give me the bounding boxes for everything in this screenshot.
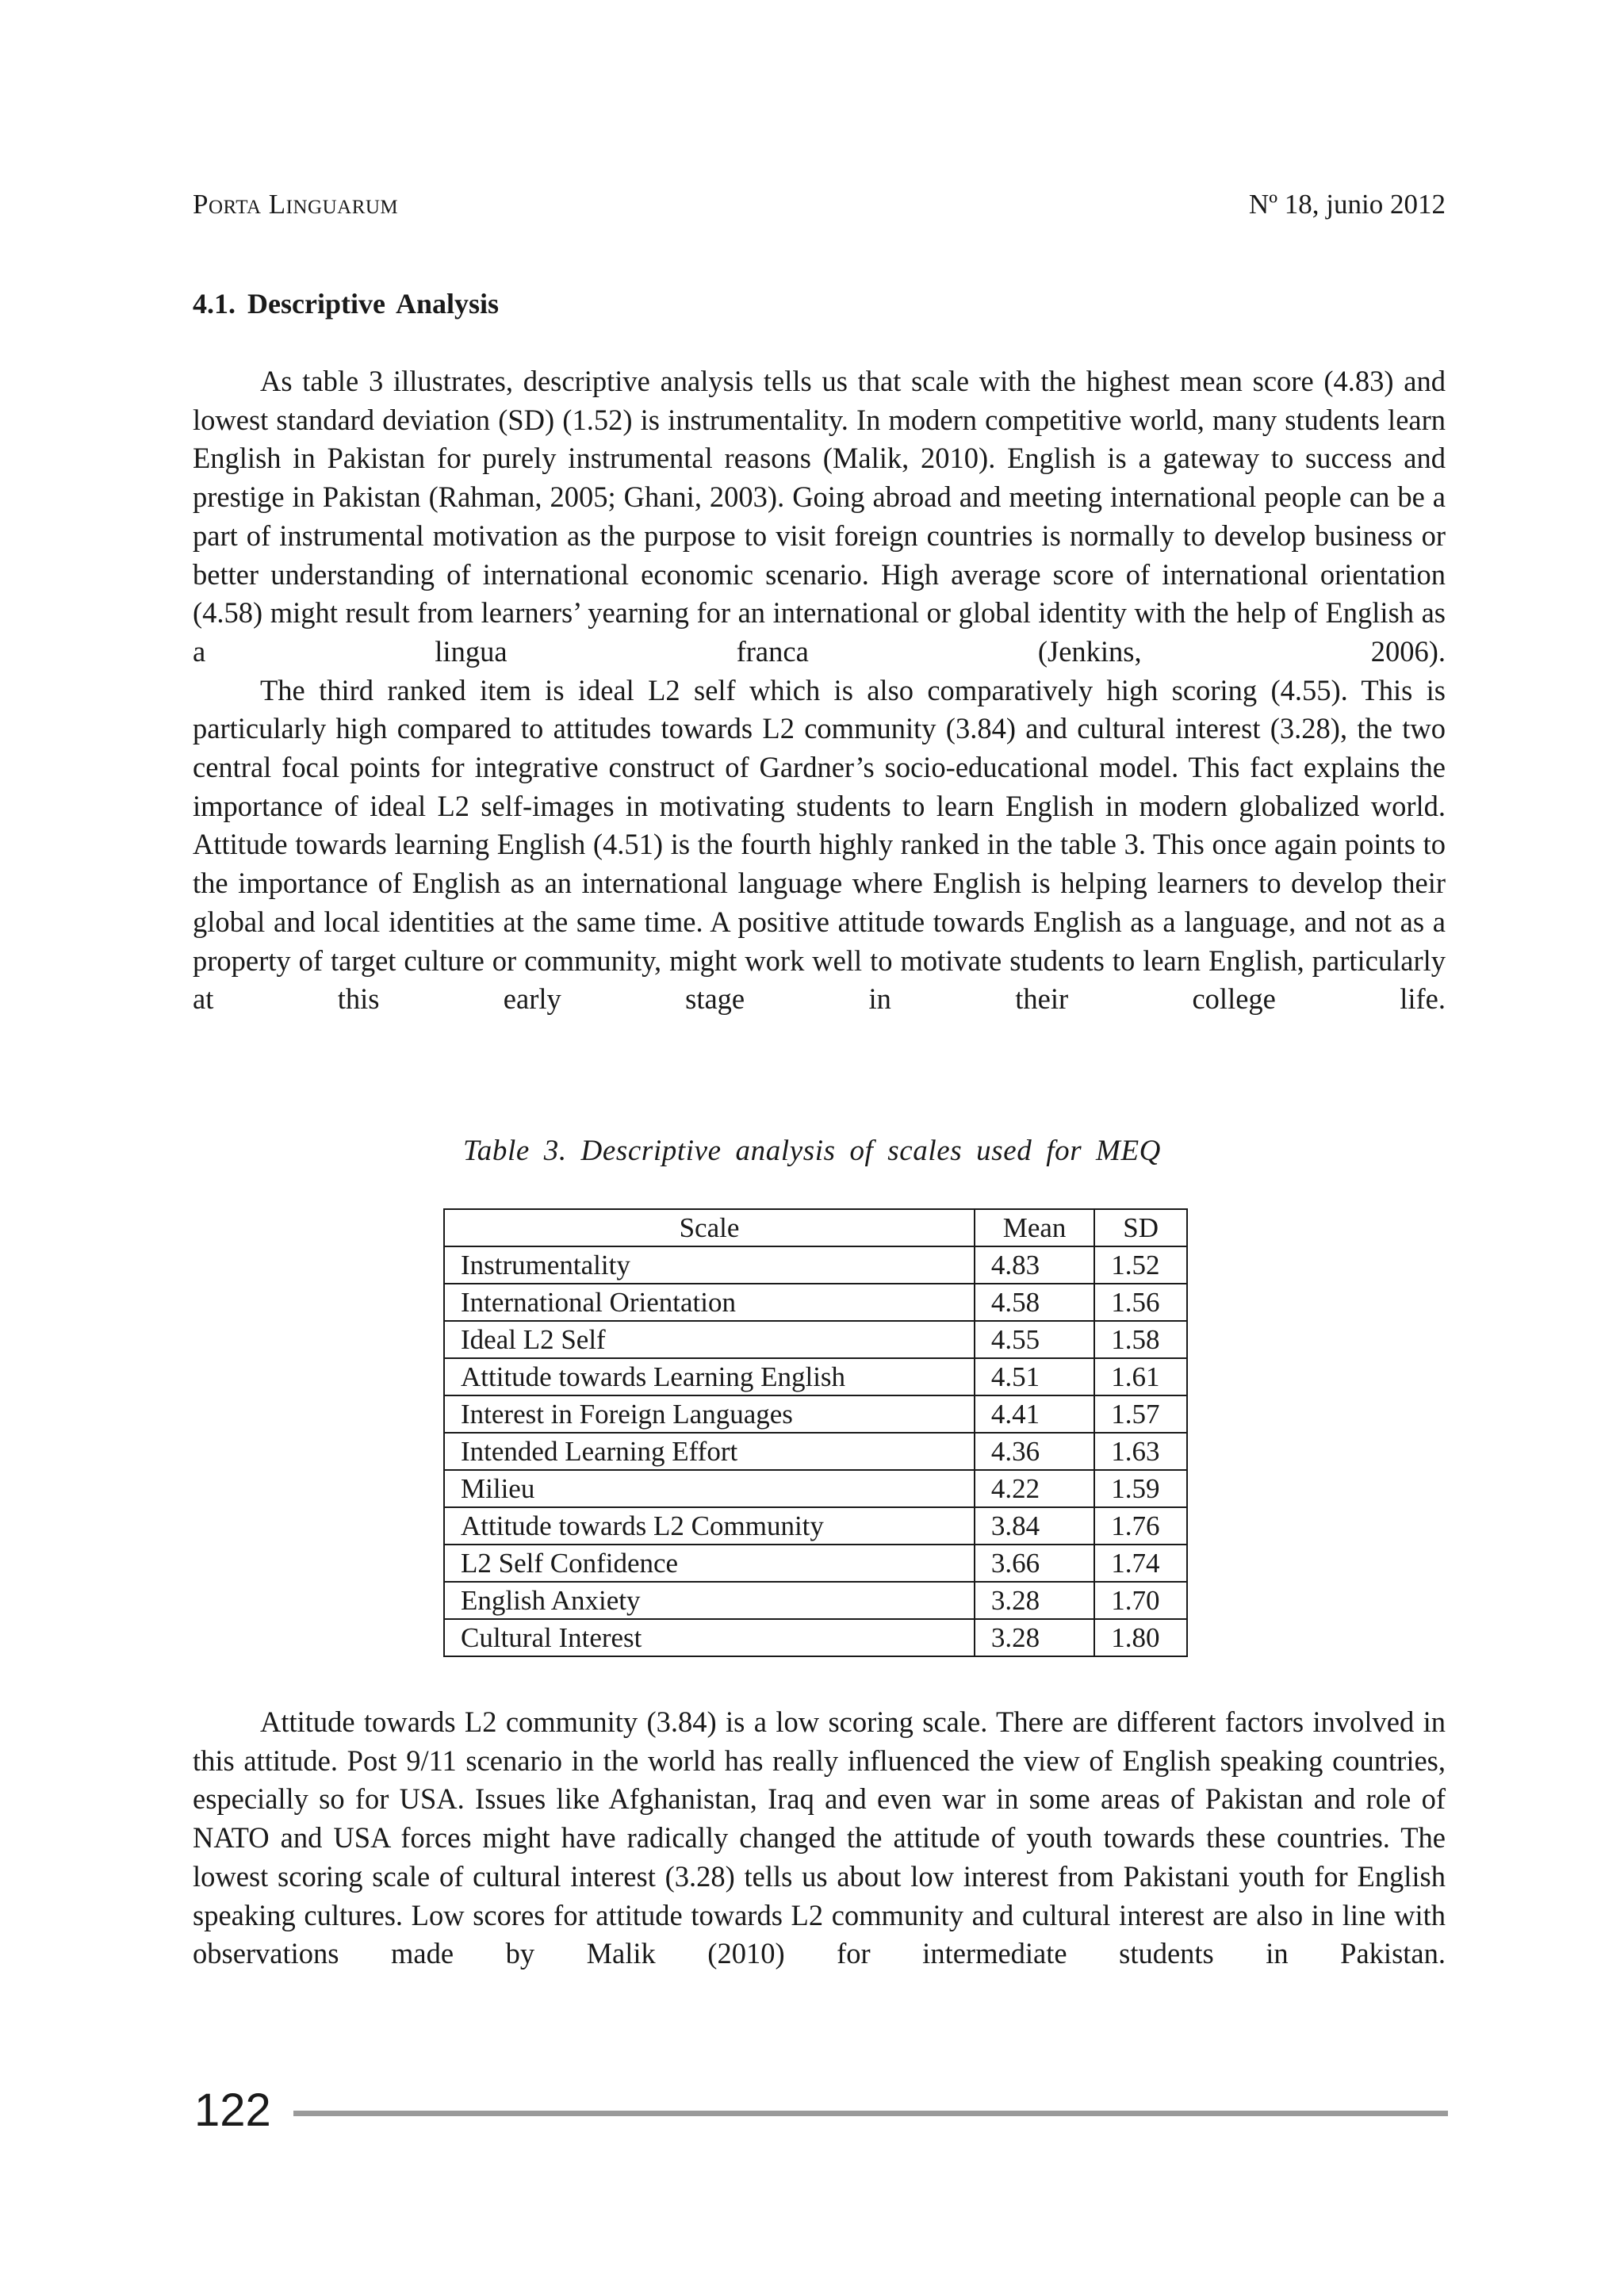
mean-cell: 4.41 bbox=[975, 1395, 1094, 1433]
mean-cell: 4.36 bbox=[975, 1433, 1094, 1470]
mean-cell: 4.22 bbox=[975, 1470, 1094, 1507]
footer-rule bbox=[293, 2111, 1448, 2116]
sd-cell: 1.76 bbox=[1094, 1507, 1187, 1545]
column-header-sd: SD bbox=[1094, 1209, 1187, 1246]
table-row bbox=[444, 1284, 1187, 1321]
table-row bbox=[444, 1358, 1187, 1395]
table-caption: Table 3. Descriptive analysis of scales used for MEQ bbox=[462, 1135, 1161, 1167]
sd-cell: 1.80 bbox=[1094, 1619, 1187, 1656]
mean-cell: 4.55 bbox=[975, 1321, 1094, 1358]
sd-cell: 1.58 bbox=[1094, 1321, 1187, 1358]
sd-cell: 1.56 bbox=[1094, 1284, 1187, 1321]
table-row bbox=[444, 1470, 1187, 1507]
scale-cell: Milieu bbox=[444, 1470, 975, 1507]
table-row bbox=[444, 1582, 1187, 1619]
scale-cell: Intended Learning Effort bbox=[444, 1433, 975, 1470]
scale-cell: Cultural Interest bbox=[444, 1619, 975, 1656]
sd-cell: 1.57 bbox=[1094, 1395, 1187, 1433]
column-header-mean: Mean bbox=[975, 1209, 1094, 1246]
mean-cell: 4.51 bbox=[975, 1358, 1094, 1395]
descriptive-table bbox=[443, 1208, 1188, 1657]
scale-cell: Instrumentality bbox=[444, 1246, 975, 1284]
sd-cell: 1.61 bbox=[1094, 1358, 1187, 1395]
journal-name: Porta Linguarum bbox=[193, 189, 399, 220]
scale-cell: Interest in Foreign Languages bbox=[444, 1395, 975, 1433]
scale-cell: English Anxiety bbox=[444, 1582, 975, 1619]
paragraph: The third ranked item is ideal L2 self which is also comparatively high scoring (4.55). This is particularly high compared to attitudes towards L2 community (3.84) and cultural interest (3.28), the two central focal points for integrative construct of Gardner’s socio-educational model. This fact explains the importance of ideal L2 self-images in motivating students to learn English in modern globalized world. Attitude towards learning English (4.51) is the fourth highly ranked in the table 3. This once again points to the importance of English as an international language where English is helping learners to develop their global and local identities at the same time. A positive attitude towards English as a language, and not as a property of target culture or community, might work well to motivate students to learn English, particularly at this early stage in their college life. bbox=[193, 673, 1446, 1016]
running-header bbox=[193, 189, 1446, 228]
page-number: 122 bbox=[194, 2084, 271, 2136]
scale-cell: L2 Self Confidence bbox=[444, 1545, 975, 1582]
table-row bbox=[444, 1246, 1187, 1284]
section-heading: 4.1. Descriptive Analysis bbox=[193, 288, 499, 320]
scale-cell: Attitude towards L2 Community bbox=[444, 1507, 975, 1545]
body-text-bottom bbox=[193, 1703, 1446, 1973]
table-row bbox=[444, 1619, 1187, 1656]
mean-cell: 4.58 bbox=[975, 1284, 1094, 1321]
paragraph: Attitude towards L2 community (3.84) is a low scoring scale. There are different factors involved in this attitude. Post 9/11 scenario in the world has really influenced the view of English speaking countries, especially so for USA. Issues like Afghanistan, Iraq and even war in some areas of Pakistan and role of NATO and USA forces might have radically changed the attitude of youth towards these countries. The lowest scoring scale of cultural interest (3.28) tells us about low interest from Pakistani youth for English speaking cultures. Low scores for attitude towards L2 community and cultural interest are also in line with observations made by Malik (2010) for intermediate students in Pakistan. bbox=[193, 1705, 1446, 1970]
mean-cell: 3.84 bbox=[975, 1507, 1094, 1545]
body-text-top bbox=[193, 362, 1446, 1019]
table-row bbox=[444, 1395, 1187, 1433]
paragraph: As table 3 illustrates, descriptive analysis tells us that scale with the highest mean score (4.83) and lowest standard deviation (SD) (1.52) is instrumentality. In modern competitive world, many students learn English in Pakistan for purely instrumental reasons (Malik, 2010). English is a gateway to success and prestige in Pakistan (Rahman, 2005; Ghani, 2003). Going abroad and meeting international people can be a part of instrumental motivation as the purpose to visit foreign countries is normally to develop business or better understanding of international economic scenario. High average score of international orientation (4.58) might result from learners’ yearning for an international or global identity with the help of English as a lingua franca (Jenkins, 2006). bbox=[193, 365, 1446, 668]
mean-cell: 4.83 bbox=[975, 1246, 1094, 1284]
table-row bbox=[444, 1321, 1187, 1358]
sd-cell: 1.70 bbox=[1094, 1582, 1187, 1619]
mean-cell: 3.28 bbox=[975, 1619, 1094, 1656]
table-row bbox=[444, 1545, 1187, 1582]
issue-info: Nº 18, junio 2012 bbox=[1248, 189, 1446, 220]
sd-cell: 1.63 bbox=[1094, 1433, 1187, 1470]
table-header-row bbox=[444, 1209, 1187, 1246]
scale-cell: Ideal L2 Self bbox=[444, 1321, 975, 1358]
table-row bbox=[444, 1507, 1187, 1545]
mean-cell: 3.28 bbox=[975, 1582, 1094, 1619]
table-row bbox=[444, 1433, 1187, 1470]
scale-cell: Attitude towards Learning English bbox=[444, 1358, 975, 1395]
column-header-scale: Scale bbox=[444, 1209, 975, 1246]
sd-cell: 1.59 bbox=[1094, 1470, 1187, 1507]
scale-cell: International Orientation bbox=[444, 1284, 975, 1321]
mean-cell: 3.66 bbox=[975, 1545, 1094, 1582]
sd-cell: 1.52 bbox=[1094, 1246, 1187, 1284]
sd-cell: 1.74 bbox=[1094, 1545, 1187, 1582]
